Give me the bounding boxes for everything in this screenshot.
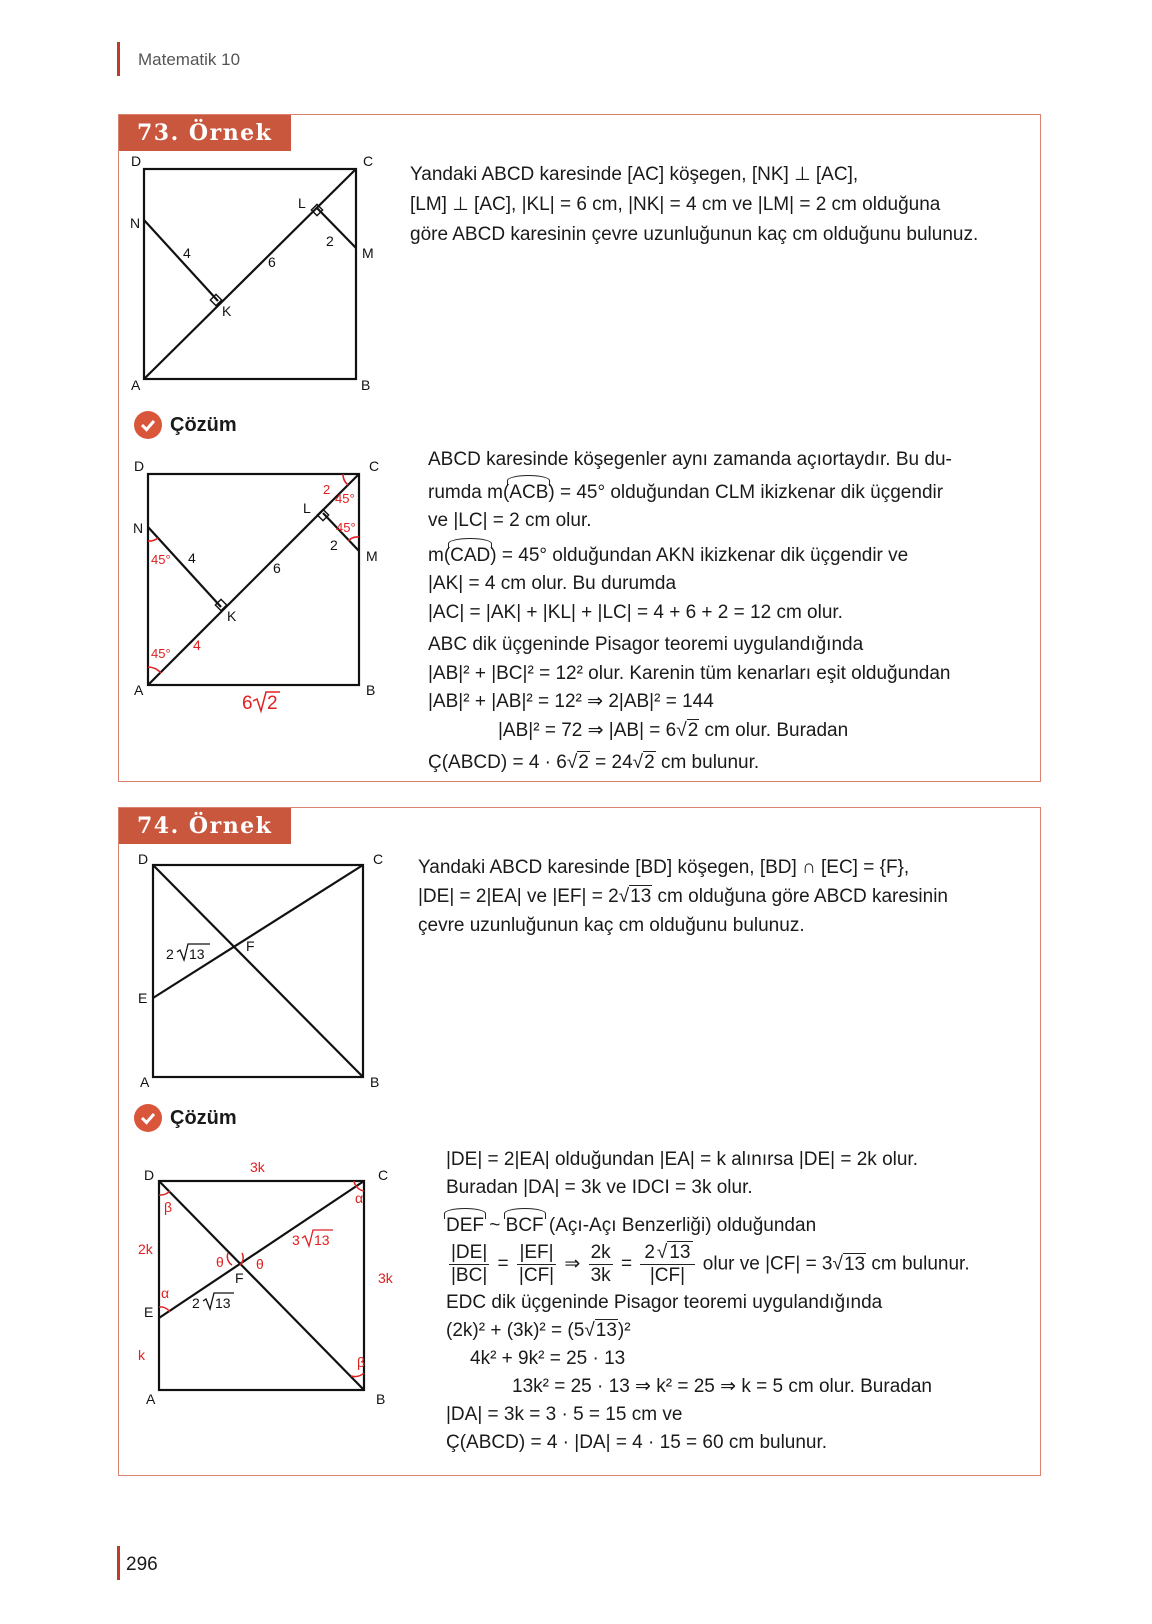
solution-line: 13k² = 25 · 13 ⇒ k² = 25 ⇒ k = 5 cm olur. Buradan	[512, 1376, 932, 1397]
label-right-side: 3k	[378, 1270, 393, 1286]
vertex-d: D	[144, 1167, 155, 1183]
solution-line: |DE| = 2|EA| olduğundan |EA| = k alınırsa |DE| = 2k olur.	[446, 1149, 918, 1170]
example-73-question	[410, 160, 978, 250]
example-73-solution-figure	[128, 455, 398, 725]
vertex-d: D	[131, 153, 142, 169]
page-number: 296	[126, 1554, 158, 1575]
label-top-side: 3k	[250, 1159, 265, 1175]
side-length-radicand: 2	[267, 693, 278, 714]
label-lm: 2	[330, 537, 338, 553]
question-line: göre ABCD karesinin çevre uzunluğunun kaç cm olduğunu bulunuz.	[410, 224, 979, 245]
example-74-question	[418, 853, 948, 940]
label-ef: 2	[166, 946, 174, 962]
label-nk: 4	[183, 245, 191, 261]
solution-line: ABCD karesinde köşegenler aynı zamanda açıortaydır. Bu du-	[428, 449, 952, 470]
vertex-a: A	[146, 1391, 156, 1407]
vertex-c: C	[363, 153, 374, 169]
solution-line: 4k² + 9k² = 25 · 13	[470, 1348, 626, 1369]
example-74-solution-figure	[132, 1155, 402, 1415]
solution-line: |DA| = 3k = 3 · 5 = 15 cm ve	[446, 1404, 683, 1425]
example-73-figure	[128, 150, 378, 400]
header-accent-bar	[117, 42, 120, 76]
vertex-b: B	[366, 682, 376, 698]
label-kl: 6	[273, 560, 281, 576]
check-icon	[134, 411, 162, 439]
angle-theta-right: θ	[256, 1256, 264, 1272]
point-l: L	[298, 195, 306, 211]
solution-line: |AK| = 4 cm olur. Bu durumda	[428, 573, 677, 594]
question-line: |DE| = 2|EA| ve |EF| = 2√13 cm olduğuna göre ABCD karesinin	[418, 886, 948, 907]
label-lc: 2	[323, 482, 331, 497]
angle-beta-b: β	[357, 1354, 366, 1370]
solution-line: (2k)² + (3k)² = (5√13)²	[446, 1320, 631, 1341]
point-e: E	[138, 990, 148, 1006]
angle-45-n: 45°	[151, 552, 171, 567]
solution-label: Çözüm	[170, 1106, 237, 1129]
label-de: 2k	[138, 1241, 153, 1257]
point-m: M	[362, 245, 374, 261]
similarity-ratio-line: $\frac{|DE|}{|BC|}$ = $\frac{|EF|}{|CF|}$ ⇒ $\frac{2k}{3k}$ = $\frac{2 √ 13}{|CF|}$ olur ve |CF| = 3√13 cm bulunur.	[451, 1242, 970, 1286]
label-ef-radicand: 13	[189, 946, 205, 962]
solution-line: |AB|² + |AB|² = 12² ⇒ 2|AB|² = 144	[428, 691, 714, 712]
point-f: F	[235, 1270, 244, 1286]
vertex-d: D	[138, 851, 149, 867]
example-74-tag: 74. Örnek	[119, 808, 291, 844]
solution-line: rumda m(ACB) = 45° olduğundan CLM ikizkenar dik üçgendir	[428, 475, 952, 508]
page-number-accent-bar	[117, 1546, 120, 1580]
point-k: K	[222, 303, 232, 319]
vertex-c: C	[373, 851, 384, 867]
solution-line: m(CAD) = 45° olduğundan AKN ikizkenar dik üçgendir ve	[428, 538, 952, 571]
solution-heading	[134, 1104, 237, 1132]
example-73-solution	[428, 446, 952, 778]
label-lm: 2	[326, 233, 334, 249]
vertex-b: B	[361, 377, 371, 393]
solution-line: |AB|² = 72 ⇒ |AB| = 6√2 cm olur. Buradan	[498, 719, 849, 741]
question-line: Yandaki ABCD karesinde [AC] köşegen, [NK] ⊥ [AC],	[410, 164, 859, 185]
point-e: E	[144, 1304, 154, 1320]
angle-45-c: 45°	[335, 491, 355, 506]
label-nk: 4	[188, 550, 196, 566]
angle-45-m: 45°	[336, 520, 356, 535]
label-kl: 6	[268, 254, 276, 270]
question-line: [LM] ⊥ [AC], |KL| = 6 cm, |NK| = 4 cm ve |LM| = 2 cm olduğuna	[410, 194, 941, 215]
solution-line: ABC dik üçgeninde Pisagor teoremi uygulandığında	[428, 634, 864, 655]
angle-45-a: 45°	[151, 646, 171, 661]
example-74-figure	[130, 848, 390, 1098]
vertex-d: D	[134, 458, 145, 474]
solution-line: Buradan |DA| = 3k ve IDCI = 3k olur.	[446, 1177, 753, 1198]
label-ak: 4	[193, 637, 201, 653]
solution-line: DEF ~ BCF (Açı-Açı Benzerliği) olduğundan	[446, 1208, 970, 1240]
solution-line: Ç(ABCD) = 4 · 6√2 = 24√2 cm bulunur.	[428, 752, 760, 773]
solution-line: |AB|² + |BC|² = 12² olur. Karenin tüm kenarları eşit olduğundan	[428, 662, 951, 684]
solution-heading	[134, 411, 237, 439]
label-ea: k	[138, 1347, 145, 1363]
side-length-label: 6	[242, 693, 253, 714]
book-title: Matematik 10	[138, 50, 241, 69]
label-ef: 2	[192, 1295, 200, 1311]
solution-line: EDC dik üçgeninde Pisagor teoremi uygulandığında	[446, 1292, 883, 1313]
angle-theta-left: θ	[216, 1254, 224, 1270]
vertex-a: A	[140, 1074, 150, 1090]
angle-beta-d: β	[164, 1199, 173, 1215]
question-line: çevre uzunluğunun kaç cm olduğunu bulunuz.	[418, 915, 805, 936]
vertex-a: A	[131, 377, 141, 393]
point-m: M	[366, 548, 378, 564]
point-n: N	[130, 215, 141, 231]
point-n: N	[133, 520, 144, 536]
solution-line: Ç(ABCD) = 4 · |DA| = 4 · 15 = 60 cm bulunur.	[446, 1432, 828, 1453]
angle-alpha-e: α	[161, 1285, 170, 1301]
example-73-tag: 73. Örnek	[119, 115, 291, 151]
point-f: F	[246, 938, 255, 954]
solution-line: ve |LC| = 2 cm olur.	[428, 510, 592, 531]
question-line: Yandaki ABCD karesinde [BD] köşegen, [BD] ∩ [EC] = {F},	[418, 857, 910, 878]
point-l: L	[303, 500, 311, 516]
solution-label: Çözüm	[170, 413, 237, 436]
angle-alpha-c: α	[355, 1190, 364, 1206]
label-fc: 3	[292, 1232, 300, 1248]
vertex-b: B	[376, 1391, 386, 1407]
vertex-b: B	[370, 1074, 380, 1090]
point-k: K	[227, 608, 237, 624]
label-ef-radicand: 13	[215, 1295, 231, 1311]
check-icon	[134, 1104, 162, 1132]
vertex-a: A	[134, 682, 144, 698]
vertex-c: C	[369, 458, 380, 474]
example-74-solution	[446, 1146, 970, 1457]
vertex-c: C	[378, 1167, 389, 1183]
label-fc-radicand: 13	[314, 1232, 330, 1248]
solution-line: |AC| = |AK| + |KL| + |LC| = 4 + 6 + 2 = 12 cm olur.	[428, 601, 843, 623]
